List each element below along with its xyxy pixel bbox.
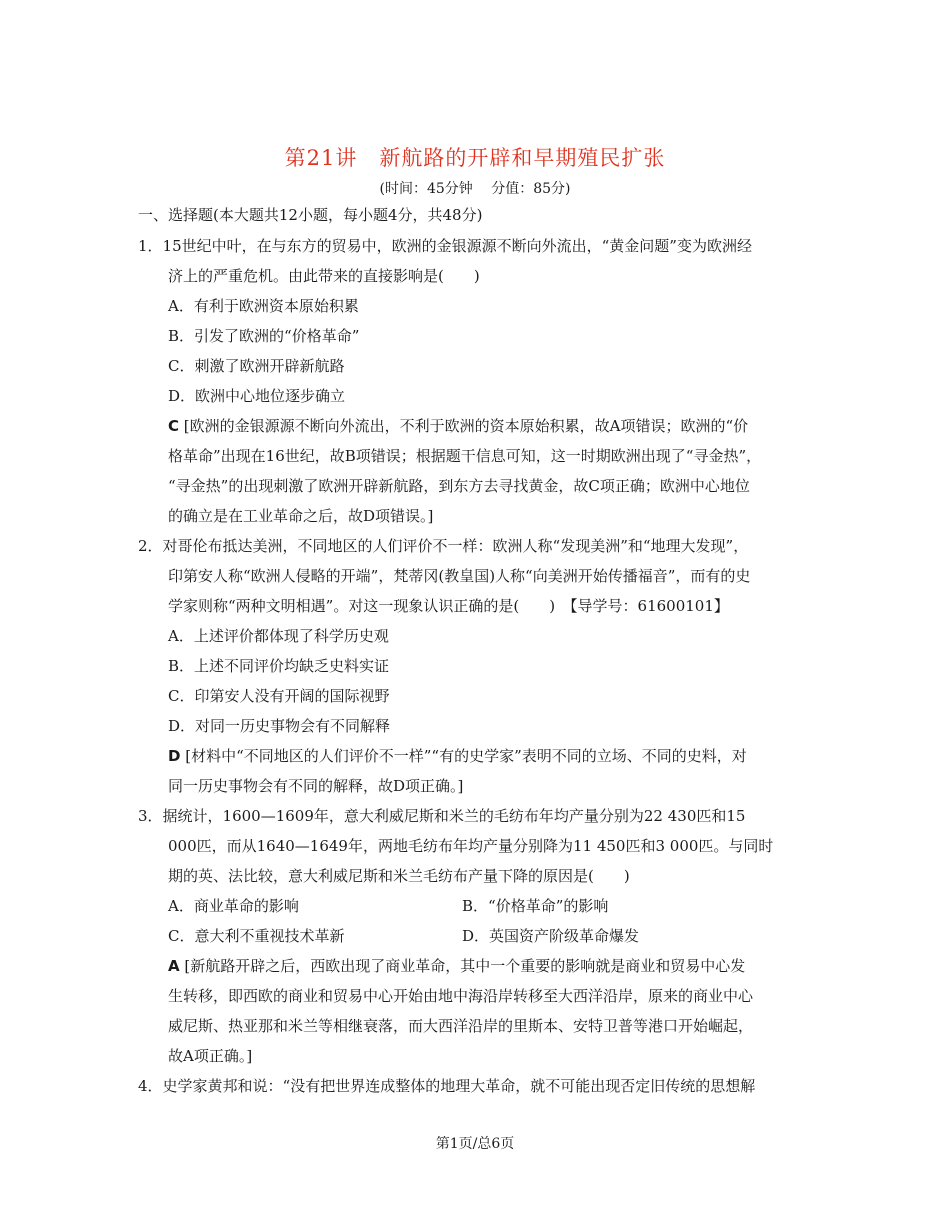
question-3-answer-line-1 [168, 956, 745, 976]
question-3-option-b: B．“价格革命”的影响 [462, 897, 609, 915]
question-2-option-b: B．上述不同评价均缺乏史料实证 [168, 657, 390, 675]
question-2-explanation-2: 同一历史事物会有不同的解释，故D项正确。] [168, 777, 464, 795]
question-4-stem-line-1: 4．史学家黄邦和说：“没有把世界连成整体的地理大革命，就不可能出现否定旧传统的思想解 [138, 1077, 756, 1095]
question-2-stem-line-1: 2．对哥伦布抵达美洲，不同地区的人们评价不一样：欧洲人称“发现美洲”和“地理大发现”， [138, 537, 749, 555]
question-2-option-a: A．上述评价都体现了科学历史观 [168, 627, 389, 645]
question-1-explanation-4: 的确立是在工业革命之后，故D项错误。] [168, 507, 434, 525]
question-1-option-d: D．欧洲中心地位逐步确立 [168, 387, 346, 405]
question-3-option-d: D．英国资产阶级革命爆发 [462, 927, 640, 945]
question-2-explanation-1: [材料中“不同地区的人们评价不一样”“有的史学家”表明不同的立场、不同的史料，对 [185, 747, 747, 765]
question-1-answer-line-1 [168, 416, 748, 436]
question-1-explanation-2: 格革命”出现在16世纪，故B项错误；根据题干信息可知，这一时期欧洲出现了“寻金热”， [168, 447, 762, 465]
page-footer: 第1页/总6页 [435, 1136, 515, 1152]
question-2-stem-line-2: 印第安人称“欧洲人侵略的开端”，梵蒂冈(教皇国)人称“向美洲开始传播福音”，而有的史 [168, 567, 751, 585]
question-3-explanation-1: [新航路开辟之后，西欧出现了商业革命，其中一个重要的影响就是商业和贸易中心发 [184, 957, 746, 975]
question-1-answer: C [168, 417, 180, 435]
question-3-stem-line-2: 000匹，而从1640—1649年，两地毛纺布年均产量分别降为11 450匹和3 000匹。与同时 [168, 837, 774, 855]
question-3-explanation-3: 威尼斯、热亚那和米兰等相继衰落，而大西洋沿岸的里斯本、安特卫普等港口开始崛起， [168, 1017, 754, 1035]
question-2-answer: D [168, 747, 181, 765]
question-3-answer: A [168, 957, 180, 975]
page-title: 第21讲 新航路的开辟和早期殖民扩张 [284, 146, 666, 170]
question-3-explanation-2: 生转移，即西欧的商业和贸易中心开始由地中海沿岸转移至大西洋沿岸，原来的商业中心 [168, 987, 754, 1005]
question-3-explanation-4: 故A项正确。] [168, 1047, 253, 1065]
page-subtitle: (时间：45分钟 分值：85分) [379, 181, 571, 197]
question-3-stem-line-3: 期的英、法比较，意大利威尼斯和米兰毛纺布产量下降的原因是( ) [168, 867, 630, 885]
question-3-stem-line-1: 3．据统计，1600—1609年，意大利威尼斯和米兰的毛纺布年均产量分别为22 430匹和15 [138, 807, 746, 825]
question-3-option-a: A．商业革命的影响 [168, 897, 299, 915]
question-1-option-c: C．刺激了欧洲开辟新航路 [168, 357, 345, 375]
question-3-option-c: C．意大利不重视技术革新 [168, 927, 345, 945]
question-1-explanation-1: [欧洲的金银源源不断向外流出，不利于欧洲的资本原始积累，故A项错误；欧洲的“价 [183, 417, 749, 435]
section-heading: 一、选择题(本大题共12小题，每小题4分，共48分) [138, 206, 483, 224]
question-1-option-a: A．有利于欧洲资本原始积累 [168, 297, 359, 315]
question-2-option-c: C．印第安人没有开阔的国际视野 [168, 687, 390, 705]
question-2-option-d: D．对同一历史事物会有不同解释 [168, 717, 391, 735]
question-1-stem-line-2: 济上的严重危机。由此带来的直接影响是( ) [168, 267, 480, 285]
question-2-stem-line-3: 学家则称“两种文明相遇”。对这一现象认识正确的是( ) 【导学号：61600101】 [168, 597, 729, 615]
question-1-option-b: B．引发了欧洲的“价格革命” [168, 327, 360, 345]
question-1-stem-line-1: 1．15世纪中叶，在与东方的贸易中，欧洲的金银源源不断向外流出，“黄金问题”变为欧洲经 [138, 237, 752, 255]
question-1-explanation-3: “寻金热”的出现刺激了欧洲开辟新航路，到东方去寻找黄金，故C项正确；欧洲中心地位 [168, 477, 750, 495]
question-2-answer-line-1 [168, 746, 747, 766]
